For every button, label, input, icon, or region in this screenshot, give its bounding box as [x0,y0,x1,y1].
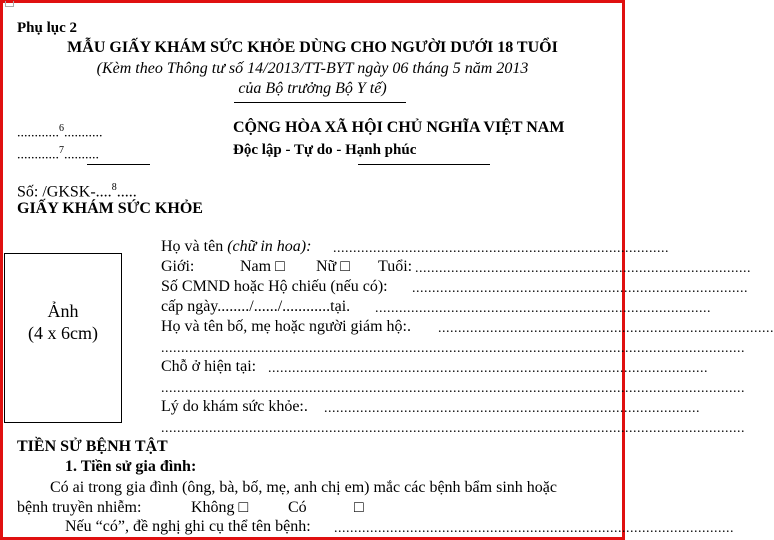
reason-field-line2[interactable]: .................................................................................................................................................. [161,421,745,436]
reason-field[interactable]: .............................................................................................. [324,401,700,416]
guardian-field-line2[interactable]: .................................................................................................................................................. [161,341,745,356]
motto: Độc lập - Tự do - Hạnh phúc [233,142,417,158]
disease-name-label: Nếu “có”, đề nghị ghi cụ thể tên bệnh: [65,518,311,535]
yes-checkbox[interactable]: □ [354,499,364,516]
document-number: Số: /GKSK-....$^8$..... [17,182,137,201]
guardian-field[interactable]: .................................................................................... [438,321,774,336]
gender-label: Giới: [161,258,195,275]
family-history-question-cont: bệnh truyền nhiễm: [17,499,142,516]
male-checkbox[interactable]: Nam □ [240,258,285,275]
national-title: CỘNG HÒA XÃ HỘI CHỦ NGHĨA VIỆT NAM [233,119,565,136]
issued-place-field[interactable]: .................................................................................... [375,301,711,316]
divider [234,102,406,103]
family-history-heading: 1. Tiền sử gia đình: [65,458,197,475]
name-field-label: Họ và tên (chữ in hoa): [161,238,312,255]
subtitle-line2: của Bộ trưởng Bộ Y tế) [238,80,387,97]
guardian-label: Họ và tên bố, mẹ hoặc người giám hộ:. [161,318,411,335]
address-label: Chỗ ở hiện tại: [161,358,257,375]
disease-name-field[interactable]: .................................................................................................... [334,521,734,536]
family-history-question: Có ai trong gia đình (ông, bà, bố, mẹ, anh chị em) mắc các bệnh bẩm sinh hoặc [50,479,557,496]
form-title: MẪU GIẤY KHÁM SỨC KHỎE DÙNG CHO NGƯỜI DƯỚI 18 TUỔI [67,39,558,56]
yes-label: Có [288,499,307,516]
address-field[interactable]: .............................................................................................................. [268,361,708,376]
no-checkbox[interactable]: Không □ [191,499,249,516]
subtitle-line1: (Kèm theo Thông tư số 14/2013/TT-BYT ngày 06 tháng 5 năm 2013 [96,60,529,77]
name-field[interactable]: .................................................................................... [333,241,669,256]
history-heading: TIỀN SỬ BỆNH TẬT [17,438,168,455]
appendix-label: Phụ lục 2 [17,20,78,36]
divider [358,164,490,165]
agency-line2: ............$^7$.......... [17,145,99,163]
document-title: GIẤY KHÁM SỨC KHỎE [17,200,203,217]
photo-placeholder: Ảnh (4 x 6cm) [4,253,122,423]
agency-line1: ............$^6$........... [17,123,103,141]
divider [87,164,150,165]
table-handle-icon [5,1,14,7]
age-field[interactable]: .................................................................................... [415,261,751,276]
female-checkbox[interactable]: Nữ □ [316,258,350,275]
issued-label: cấp ngày......../....../............tại. [161,298,351,315]
reason-label: Lý do khám sức khỏe:. [161,398,308,415]
age-label: Tuổi: [378,258,413,275]
address-field-line2[interactable]: .................................................................................................................................................. [161,381,745,396]
id-field[interactable]: .................................................................................... [412,281,748,296]
id-label: Số CMND hoặc Hộ chiếu (nếu có): [161,278,388,295]
